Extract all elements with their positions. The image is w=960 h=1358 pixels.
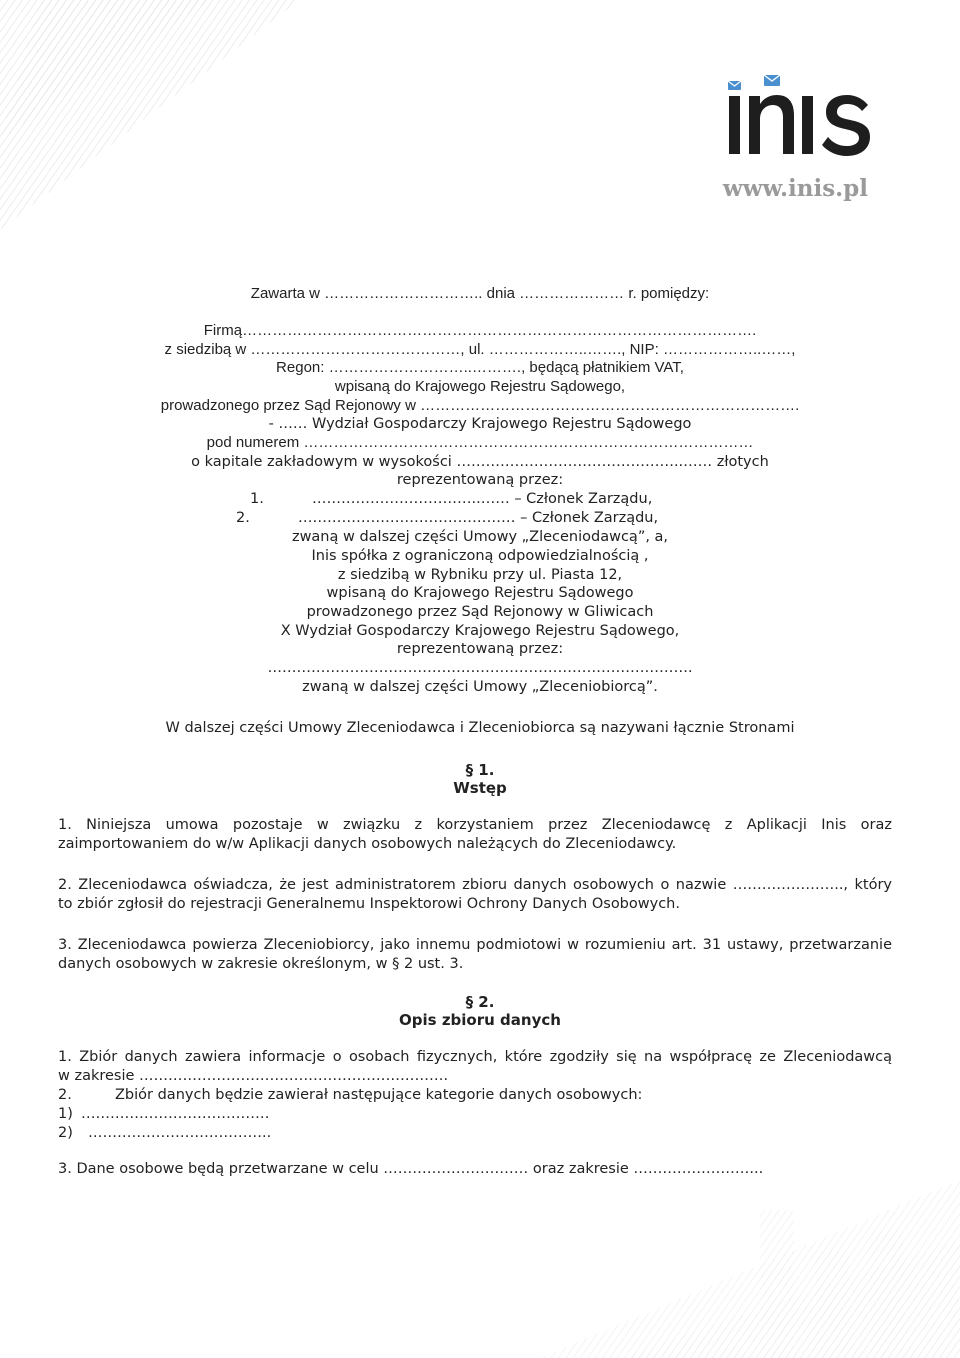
text-line: 1. Zbiór danych zawiera informacje o osobach fizycznych, które zgodziły się na współpracę ze Zleceniodawcą xyxy=(58,1049,892,1065)
firm-registered-line: wpisaną do Krajowego Rejestru Sądowego, xyxy=(334,378,626,395)
section2-number: § 2. xyxy=(465,993,495,1011)
section1-paragraph3 xyxy=(58,936,892,974)
section2-paragraph3: 3. Dane osobowe będą przetwarzane w celu ………………………… oraz zakresie ……………………... xyxy=(58,1161,764,1177)
firm-court-line: prowadzonego przez Sąd Rejonowy w …………………………………………………………………. xyxy=(160,397,800,414)
text-line: zaimportowaniem do w/w Aplikacji danych osobowych należących do Zleceniodawcy. xyxy=(58,836,677,852)
firm-represented-line: reprezentowaną przez: xyxy=(396,472,564,488)
firm-regon-line: Regon: ………………………..………., będącą płatnikiem VAT, xyxy=(276,359,684,376)
firm-name-line: Firmą…………………………………………………………………………………………. xyxy=(203,322,757,339)
section2-p2-number: 2. xyxy=(58,1087,72,1103)
list-item-1-number: 1) xyxy=(58,1106,73,1122)
section1-title: Wstęp xyxy=(453,779,507,797)
list-item-1: ………………………………… xyxy=(81,1106,270,1122)
envelope-icon xyxy=(728,75,780,90)
parties-note: W dalszej części Umowy Zleceniodawca i Zleceniobiorca są nazywani łącznie Stronami xyxy=(165,720,795,736)
firm-department-line: - …… Wydział Gospodarczy Krajowego Rejestru Sądowego xyxy=(268,416,692,432)
section1-paragraph2 xyxy=(58,876,892,914)
text-line: danych osobowych w zakresie określonym, w § 2 ust. 3. xyxy=(58,956,464,972)
text-line: 2. Zleceniodawca oświadcza, że jest administratorem zbioru danych osobowych o nazwie ………………….., który xyxy=(58,877,892,893)
section1-number: § 1. xyxy=(465,761,495,779)
text-line: w zakresie ………………………………………………………. xyxy=(58,1068,449,1084)
party2-registered-line: wpisaną do Krajowego Rejestru Sądowego xyxy=(326,585,634,601)
rep2-number: 2. xyxy=(236,510,250,526)
firm-capital-line: o kapitale zakładowym w wysokości ………………………………………..…… złotych xyxy=(191,454,769,470)
party2-represented-line: reprezentowaną przez: xyxy=(396,641,564,657)
website-url: www.inis.pl xyxy=(722,175,868,202)
contract-intro: Zawarta w ………………………….. dnia ………………… r. pomiędzy: xyxy=(250,285,710,302)
party2-seat-line: z siedzibą w Rybniku przy ul. Piasta 12, xyxy=(337,567,623,583)
section2-paragraph1 xyxy=(58,1048,892,1086)
section2-title: Opis zbioru danych xyxy=(399,1011,561,1029)
firm-number-line: pod numerem ……………………………………………………………………………… xyxy=(206,434,754,451)
inis-logo xyxy=(726,72,876,162)
party1-called-line: zwaną w dalszej części Umowy „Zleceniodawcą”, a, xyxy=(291,529,669,545)
rep1-line: ……………………………..…… – Członek Zarządu, xyxy=(312,491,653,507)
firm-address-line: z siedzibą w ……………………………………, ul. ………………..……., NIP: ………………..……, xyxy=(164,341,796,358)
party2-name-line: Inis spółka z ograniczoną odpowiedzialnością , xyxy=(311,548,649,564)
list-item-2-number: 2) xyxy=(58,1125,73,1141)
text-line: 1. Niniejsza umowa pozostaje w związku z korzystaniem przez Zleceniodawcę z Aplikacji Inis oraz xyxy=(58,817,892,833)
party2-rep-line: ……………………………………………………………………………. xyxy=(267,660,693,676)
text-line: to zbiór zgłosił do rejestracji Generalnemu Inspektorowi Ochrony Danych Osobowych. xyxy=(58,896,680,912)
party2-department-line: X Wydział Gospodarczy Krajowego Rejestru Sądowego, xyxy=(280,623,680,639)
rep1-number: 1. xyxy=(250,491,264,507)
rep2-line: ……………………………………… – Członek Zarządu, xyxy=(298,510,659,526)
list-item-2: ……………………………….. xyxy=(88,1125,272,1141)
section2-paragraph2: Zbiór danych będzie zawierał następujące kategorie danych osobowych: xyxy=(115,1087,643,1103)
section1-paragraph1 xyxy=(58,816,892,854)
party2-called-line: zwaną w dalszej części Umowy „Zleceniobiorcą”. xyxy=(302,679,658,695)
text-line: 3. Zleceniodawca powierza Zleceniobiorcy, jako innemu podmiotowi w rozumieniu art. 31 ustawy, przetwarzanie xyxy=(58,937,892,953)
party2-court-line: prowadzonego przez Sąd Rejonowy w Gliwicach xyxy=(306,604,654,620)
